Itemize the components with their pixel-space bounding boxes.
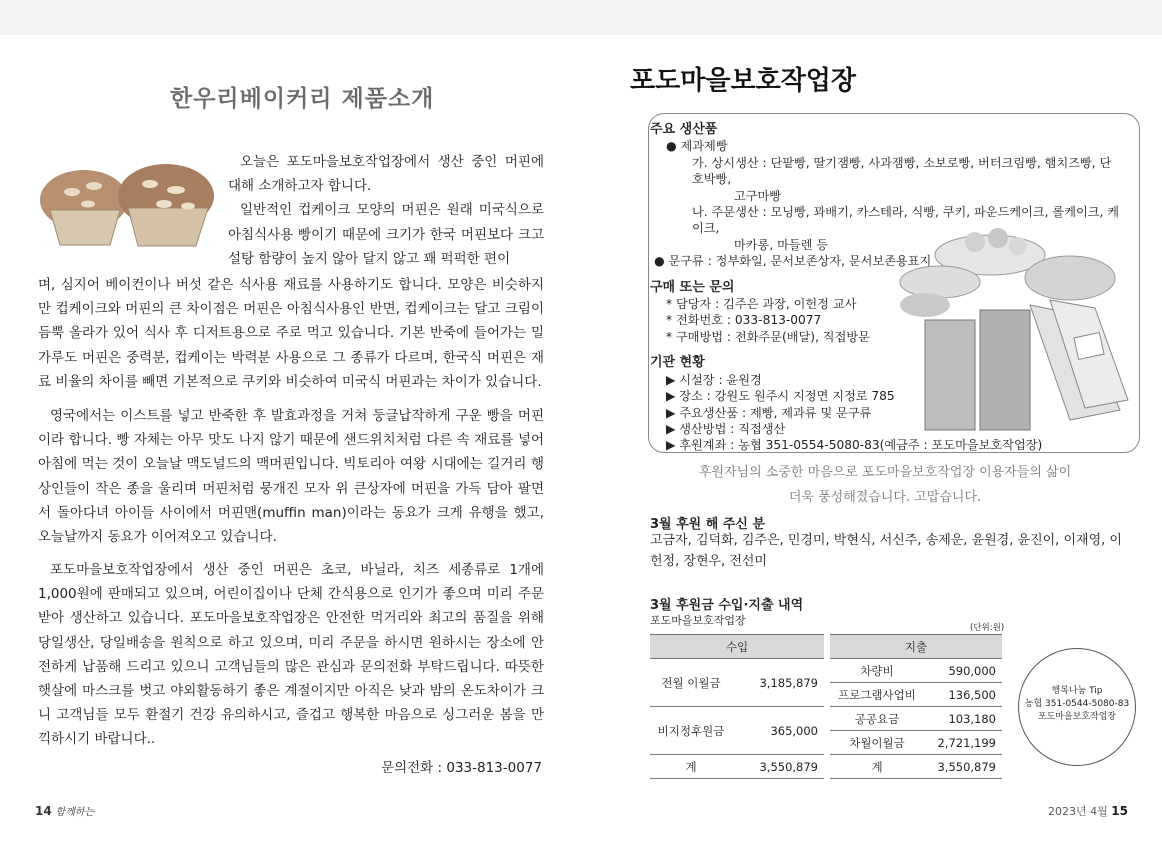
products-regular-cont: 고구마빵: [734, 188, 782, 203]
muffin-photo: [38, 160, 218, 250]
finance-unit: (단위:원): [970, 623, 1005, 633]
status-director: ▶ 시설장 : 윤원경: [666, 372, 762, 387]
products-heading: 주요 생산품: [650, 122, 718, 137]
right-footer: [1048, 803, 1128, 819]
thanks-line-2: 더욱 풍성해졌습니다. 고맙습니다.: [788, 490, 982, 505]
expense-value: 103,180: [924, 707, 1002, 731]
thanks-message: [650, 460, 1120, 510]
paragraph-1-cont: 며, 심지어 베이컨이나 버섯 같은 식사용 재료를 사용하기도 합니다. 모양은 비슷하지만 컵케이크와 머핀의 큰 차이점은 머핀은 아침식사용인 반면, 컵케이크는 달고 크림이 듬뿍 올라가 있어 식사 후 디저트용으로 주로 먹고 있습니다. 기본 반죽에 들어가는 밀가루도 머핀은 중력분, 컵케이는 박력분 사용으로 그 종류가 다르며, 한국식 머핀은 재료 비율의 차이를 빼면 기본적으로 쿠키와 비슷하여 미국식 머핀과는 차이가 있습니다.: [38, 277, 544, 390]
status-products: ▶ 주요생산품 : 제빵, 제과류 및 문구류: [666, 405, 872, 420]
expense-value: 136,500: [924, 683, 1002, 707]
products-order-cont: 마카롱, 마들렌 등: [734, 237, 829, 252]
donors-heading: 3월 후원 해 주신 분: [650, 517, 766, 532]
brand-logo: 함께하는: [55, 807, 95, 818]
products-order: 나. 주문생산 : 모닝빵, 꽈배기, 카스테라, 식빵, 쿠키, 파운드케이크, 롤케이크, 케이크,: [692, 205, 1120, 236]
expense-value: 590,000: [924, 659, 1002, 683]
products-bakery: ● 제과제빵: [666, 139, 728, 154]
expense-label: 차량비: [830, 659, 924, 683]
expense-total-value: 3,550,879: [924, 755, 1002, 779]
order-manager: * 담당자 : 김주은 과장, 이헌정 교사: [666, 297, 857, 312]
status-location: ▶ 장소 : 강원도 원주시 지정면 지정로 785: [666, 389, 895, 404]
products-regular: 가. 상시생산 : 단팥빵, 딸기잼빵, 사과잼빵, 소보로빵, 버터크림빵, 햄치즈빵, 단호박빵,: [692, 155, 1112, 187]
left-page-number: 14: [35, 804, 52, 818]
income-label: 비지정후원금: [650, 707, 732, 755]
intro-paragraph: [228, 150, 544, 271]
expense-total-label: 계: [830, 755, 924, 779]
income-total-label: 계: [650, 755, 732, 779]
thanks-line-1: 후원자님의 소중한 마음으로 포도마을보호작업장 이용자들의 삶이: [698, 465, 1072, 480]
expense-label: 공공요금: [830, 707, 924, 731]
intro-text-b: 일반적인 컵케이크 모양의 머핀은 원래 미국식으로 아침식사용 빵이기 때문에 크기가 한국 머핀보다 크고 설탕 함량이 높지 않아 달지 않고 꽤 퍽퍽한 편이: [228, 202, 544, 267]
donation-tip-circle: [1018, 648, 1136, 766]
finance-table: [650, 634, 1002, 779]
order-method: * 구매방법 : 전화주문(배달), 직접방문: [666, 329, 870, 344]
order-phone: * 전화번호 : 033-813-0077: [666, 313, 822, 328]
income-value: 3,185,879: [732, 659, 824, 707]
tip-title: 행복나눔 Tip: [1051, 686, 1103, 696]
income-value: 365,000: [732, 707, 824, 755]
tip-account: 농협 351-0544-5080-83: [1024, 699, 1130, 709]
status-heading: 기관 현황: [650, 355, 705, 371]
top-band: [0, 0, 1162, 35]
expense-header: 지출: [830, 635, 1002, 659]
income-header: 수입: [650, 635, 824, 659]
right-page-title: 포도마을보호작업장: [630, 66, 857, 96]
contact-phone: 문의전화 : 033-813-0077: [381, 760, 542, 776]
income-label: 전월 이월금: [650, 659, 732, 707]
finance-org: 포도마을보호작업장: [650, 614, 746, 627]
paragraph-3: 포도마을보호작업장에서 생산 중인 머핀은 초코, 바닐라, 치즈 세종류로 1개에 1,000원에 판매되고 있으며, 어린이집이나 단체 간식용으로 인기가 좋으며 미리 주문받아 생산하고 있습니다. 포도마을보호작업장은 안전한 먹거리와 최고의 품질을 위해 당일생산, 당일배송을 원칙으로 하고 있으며, 미리 주문을 하시면 원하시는 장소에 안전하게 납품해 드리고 있으니 고객님들의 많은 관심과 문의전화 부탁드립니다. 따뜻한 햇살에 마스크를 벗고 야외활동하기 좋은 계절이지만 아직은 낮과 밤의 온도차이가 크니 고객님들 모두 환절기 건강 유의하시고, 즐겁고 행복한 마음으로 싱그러운 봄을 만끽하시기 바랍니다..: [38, 562, 544, 748]
issue-date: 2023년 4월: [1048, 805, 1108, 818]
tip-org: 포도마을보호작업장: [1037, 712, 1117, 722]
right-page-number: 15: [1111, 804, 1128, 818]
products-stationery: ● 문구류 : 정부화일, 문서보존상자, 문서보존용표지: [654, 254, 932, 269]
income-total-value: 3,550,879: [732, 755, 824, 779]
expense-label: 차월이월금: [830, 731, 924, 755]
finance-heading: 3월 후원금 수입·지출 내역: [650, 598, 804, 613]
intro-text-a: 오늘은 포도마을보호작업장에서 생산 중인 머핀에 대해 소개하고자 합니다.: [228, 154, 544, 195]
info-text: [650, 122, 1120, 454]
order-heading: 구매 또는 문의: [650, 279, 735, 295]
paragraph-2: 영국에서는 이스트를 넣고 반죽한 후 발효과정을 거쳐 둥글납작하게 구운 빵을 머핀이라 합니다. 빵 자체는 아무 맛도 나지 않기 때문에 샌드위치처럼 다른 속 재료를 넣어 아침에 먹는 것이 오늘날 맥도널드의 맥머핀입니다. 빅토리아 여왕 시대에는 길거리 행상인들이 작은 종을 울리며 머핀처럼 뭉개진 모자 위 큰상자에 머핀을 가득 담아 팔면서 돌아다녀 아이들 사이에서 머핀맨(muffin man)이라는 동요가 크게 유행을 했고, 오늘날까지 동요가 이어져오고 있습니다.: [38, 408, 544, 546]
status-account: ▶ 후원계좌 : 농협 351-0554-5080-83(예금주 : 포도마을보호작업장): [666, 438, 1043, 453]
left-footer: [35, 803, 94, 818]
donors-list: 고금자, 김덕화, 김주은, 민경미, 박현식, 서신주, 송제운, 윤원경, 윤진이, 이재영, 이헌정, 장현우, 전선미: [650, 533, 1122, 569]
status-method: ▶ 생산방법 : 직접생산: [666, 421, 786, 436]
left-page-title: 한우리베이커리 제품소개: [170, 86, 435, 112]
expense-value: 2,721,199: [924, 731, 1002, 755]
expense-label: 프로그램사업비: [830, 683, 924, 707]
